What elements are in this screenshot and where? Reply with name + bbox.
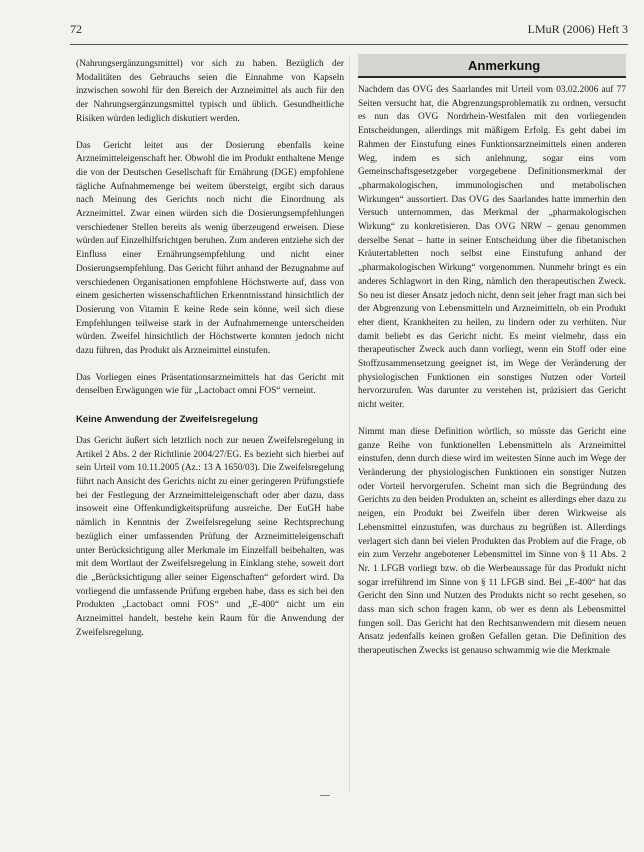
right-column: [358, 84, 626, 672]
left-paragraph-3: Das Vorliegen eines Präsentationsarzneimittels hat das Gericht mit denselben Erwägungen wie für „Lactobact omni FOS“ verneint.: [76, 372, 344, 397]
section-heading: Keine Anwendung der Zweifelsregelung: [76, 414, 258, 426]
page-header: [70, 22, 628, 37]
annotation-heading: Anmerkung: [468, 58, 541, 73]
right-paragraph-1: Nachdem das OVG des Saarlandes mit Urteil vom 03.02.2006 auf 77 Seiten versucht hat, die Abgrenzungsproblematik zu ordnen, versucht es nun das OVG Nordrhein-Westfalen mit den vorliegenden Entscheidungen, allerdings mit mäßigem Erfolg. Es geht dabei im Rahmen der Einstufung eines Funktionsarzneimittels einen anderen Weg, indem es sich anlehnung, sogar eins vom Gemeinschaftsgesetzgeber vorgegebene Definitionsmerkmal der „pharmakologischen, immunologischen und metabolischen Wirkungen“ aussortiert. Das OVG des Saarlandes hatte immerhin den Versuch unternommen, das Merkmal der „pharmakologischen Wirkung“ zu konkretisieren. Das OVG NRW – genau genommen derselbe Senat – hatte in seiner Entscheidung über die fibetanischen Kräutertabletten noch selbst eine Einstufung anhand der „pharmakologischen Wirkung“ vorgenommen. Nunmehr bringt es ein anderes Schlagwort in den Ring, nämlich den therapeutischen Zweck. So neu ist dieser Ansatz jedoch nicht, denn seit jeher fragt man sich bei der Abgrenzung von Lebensmitteln und Arzneimitteln, ob ein Produkt eher dient, Krankheiten zu heilen, zu lindern oder zu verhüten. Nur damit beliebt es das Gericht nicht. Es meint vielmehr, dass ein therapeutischer Zweck auch dann vorliegt, wenn ein Stoff oder eine Stoffzusammensetzung geeignet ist, im Wege der Veränderung der physiologischen Funktionen ein sonstiges Nutzen oder Vorteil hervorzurufen. Was darunter zu verstehen ist, präzisiert das Gericht nicht weiter.: [358, 85, 626, 411]
page-number: 72: [70, 22, 82, 36]
annotation-heading-bar: [358, 54, 626, 78]
journal-citation: LMuR (2006) Heft 3: [527, 22, 628, 36]
right-paragraph-2: Nimmt man diese Definition wörtlich, so müsste das Gericht eine ganze Reihe von funktionellen Lebensmitteln als Arzneimittel einstufen, denn durch diese wird im weitesten Sinne auch im Wege der Veränderung der physiologischen Funktionen ein sonstiger Nutzen oder Vorteil hervorgerufen. Scheint man sich die Begründung des Gerichts zu den beiden Produkten an, scheint es allerdings eher dazu zu neigen, ein Produkt bei Zweifeln über deren Wirkweise als Lebensmittel einzustufen, was durchaus zu begrüßen ist. Allerdings verlagert sich dann bei vielen Produkten das Problem auf die Frage, ob ein zum Verzehr angebotener Lebensmittel im Sinne von § 11 Abs. 2 Nr. 1 LFGB vorliegt bzw. ob die Werbeaussage für das Produkt nicht sogar irreführend im Sinne von § 11 LFGB sind. Bei „E-400“ hat das Gericht den Sinn und Nutzen des Produkts nicht so recht gesehen, so dass man sich schon fragen kann, ob wer es denn als Lebensmittel fungen soll. Das Gericht hat den Rechtsanwendern mit diesem neuen Ansatz jedenfalls keinen großen Gefallen getan. Die Definition des therapeutischen Zwecks ist genauso schwammig wie die Merkmale: [358, 426, 626, 657]
column-divider: [349, 56, 350, 792]
left-column: [76, 58, 344, 653]
left-paragraph-1: (Nahrungsergänzungsmittel) vor sich zu haben. Bezüglich der Modalitäten des Gebrauchs seien die Einnahme von Kapseln inzwischen sowohl für den Bereich der Arzneimittel als auch für den der Nahrungsergänzungsmittel typisch und üblich. Gesundheitliche Risiken würden lediglich diskutiert werden.: [76, 59, 344, 124]
section-end-mark: —: [320, 790, 330, 801]
section-paragraph: Das Gericht äußert sich letztlich noch zur neuen Zweifelsregelung in Artikel 2 Abs. 2 der Richtlinie 2004/27/EG. Es bezieht sich hierbei auf sein Urteil vom 10.11.2005 (Az.: 13 A 1650/03). Die Zweifelsregelung führt nach Ansicht des Gerichts nicht zu einer geringeren Prüfungstiefe bei der Festlegung der Arzneimitteleigenschaft oder aber dazu, dass insoweit eine Offenkundigkeitsprüfung ausreiche. Der EuGH habe nämlich in Kenntnis der Zweifelsregelung seine Rechtsprechung bezüglich einer umfassenden Prüfung der Arzneimitteleigenschaft unter Berücksichtigung aller Merkmale im Einzelfall beibehalten, was mit dem Wortlaut der Zweifelsregelung in Einklang stehe, soweit dort die „Berücksichtigung aller seiner Eigenschaften“ gefordert wird. Da vorliegend die umfassende Prüfung ergeben habe, dass es sich bei den Produkten „Lactobact omni FOS“ und „E-400“ nicht um ein Arzneimittel handelt, bestehe kein Raum für die Anwendung der Zweifelsregelung.: [76, 435, 344, 638]
left-paragraph-2: Das Gericht leitet aus der Dosierung ebenfalls keine Arzneimitteleigenschaft her. Obwohl die im Produkt enthaltene Menge die von der Deutschen Gesellschaft für Ernährung (DGE) empfohlene tägliche Aufnahmemenge bei weitem übersteigt, ergibt sich daraus nach Meinung des Gerichts noch nicht die Einordnung als Arzneimittel. Zwar einen würden sich die Dosierungsempfehlungen verschiedener Stellen bereits als wenig überzeugend erweisen. Diese würden auf Einzelhilfsrichtgen beruhen. Zum anderen entziehe sich der Einfluss einer Ernährungsempfehlung und nicht einer Dosierungsempfehlung. Das Gericht führt anhand der Bezugnahme auf verschiedenen Organisationen empfohlene Höchstwerte auf, dass von einem gesicherten wissenschaftlichen Erkenntnisstand hinsichtlich der Dosierung von Vitamin E keine Rede sein könne, weil sich diese Empfehlungen teilweise stark in der Aufnahmemenge unterscheiden würden. Zweifel hinsichtlich der Höchstwerte konnten jedoch nicht dazu führen, das Produkt als Arzneimittel einstufen.: [76, 140, 344, 357]
header-rule: [70, 44, 628, 45]
